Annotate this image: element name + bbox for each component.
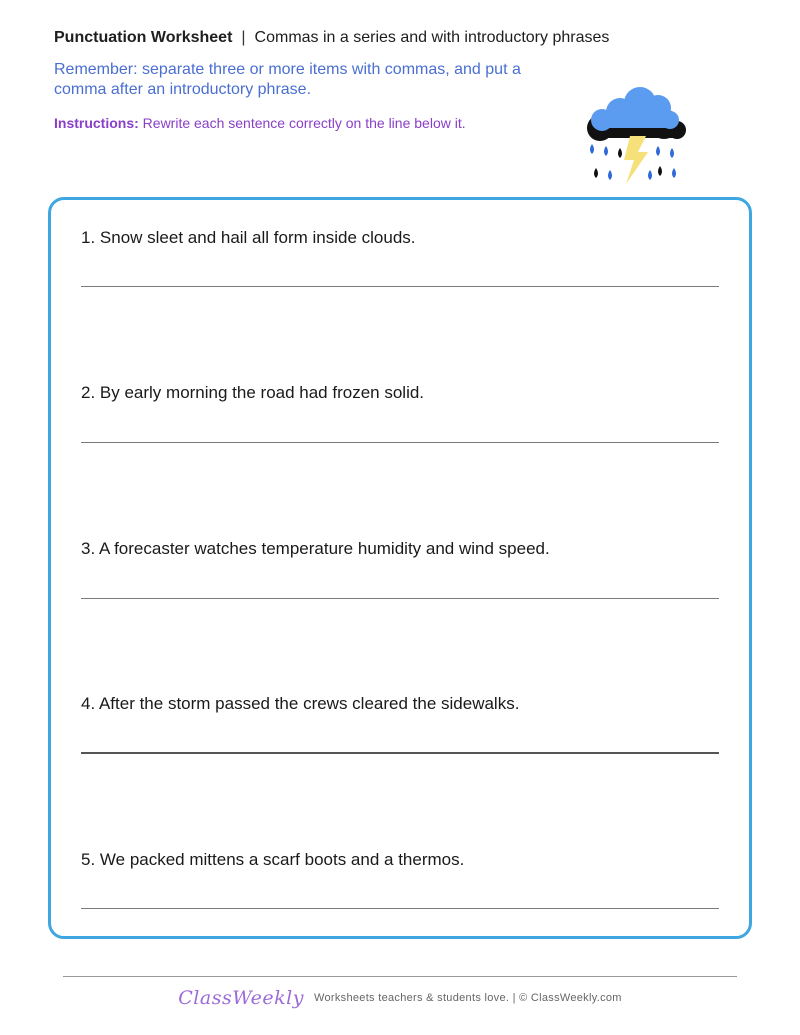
question-3: 3. A forecaster watches temperature humidity and wind speed. [81, 539, 550, 558]
worksheet-subtitle: Commas in a series and with introductory phrases [254, 29, 610, 46]
answer-line-4[interactable] [81, 752, 719, 754]
worksheet-title: Punctuation Worksheet [54, 29, 233, 46]
footer-divider [63, 976, 737, 977]
answer-line-2[interactable] [81, 442, 719, 443]
worksheet-header [54, 28, 754, 48]
instructions-label: Instructions: [54, 115, 139, 131]
brand-logo: ClassWeekly [178, 987, 304, 1009]
title-separator: | [241, 29, 246, 46]
footer [0, 987, 800, 1009]
answer-line-3[interactable] [81, 598, 719, 599]
answer-line-5[interactable] [81, 908, 719, 909]
questions-card [48, 197, 752, 939]
instructions-text: Rewrite each sentence correctly on the line below it. [142, 115, 466, 131]
question-4: 4. After the storm passed the crews cleared the sidewalks. [81, 694, 520, 713]
answer-line-1[interactable] [81, 286, 719, 287]
question-2: 2. By early morning the road had frozen solid. [81, 383, 425, 402]
storm-cloud-icon [580, 86, 690, 190]
instructions [54, 114, 574, 132]
footer-tagline: Worksheets teachers & students love. | © ClassWeekly.com [313, 992, 622, 1004]
remember-note: Remember: separate three or more items with commas, and put a comma after an introductory phrase. [54, 61, 521, 98]
question-1: 1. Snow sleet and hail all form inside clouds. [81, 228, 416, 247]
question-5: 5. We packed mittens a scarf boots and a thermos. [81, 850, 465, 869]
title-line [54, 28, 754, 48]
